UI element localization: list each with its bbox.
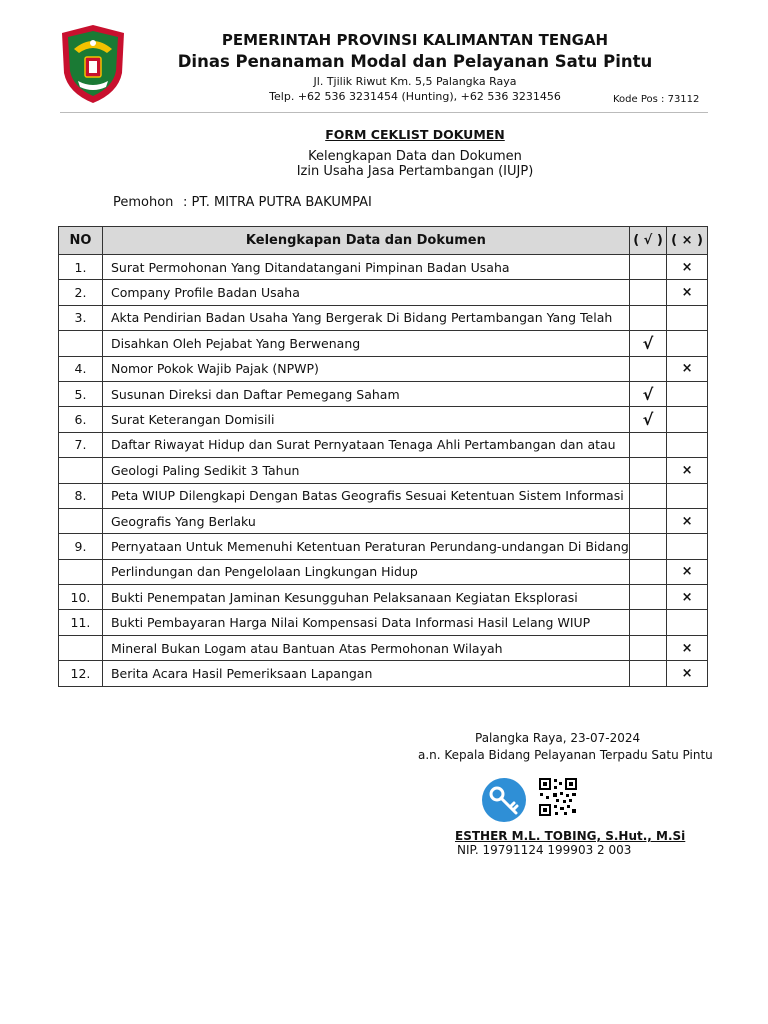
applicant-name: : PT. MITRA PUTRA BAKUMPAI <box>183 195 372 210</box>
row-cross-mark: × <box>667 508 708 533</box>
table-row <box>59 661 708 686</box>
table-row <box>59 635 708 660</box>
signatory-name: ESTHER M.L. TOBING, S.Hut., M.Si <box>455 829 686 843</box>
row-cross-mark <box>667 610 708 635</box>
row-cross-mark <box>667 381 708 406</box>
header-divider <box>60 112 708 113</box>
table-row <box>59 483 708 508</box>
row-check-mark: √ <box>629 381 666 406</box>
checklist-table <box>58 226 708 687</box>
table-row <box>59 432 708 457</box>
row-cross-mark <box>667 331 708 356</box>
header-address: Jl. Tjilik Riwut Km. 5,5 Palangka Raya <box>313 75 517 88</box>
row-document-name: Daftar Riwayat Hidup dan Surat Pernyataan Tenaga Ahli Pertambangan dan atau <box>102 432 629 457</box>
table-row <box>59 407 708 432</box>
header-no: NO <box>59 227 103 255</box>
header-cross: ( × ) <box>667 227 708 255</box>
row-cross-mark: × <box>667 585 708 610</box>
table-row <box>59 610 708 635</box>
row-check-mark <box>629 585 666 610</box>
row-check-mark <box>629 483 666 508</box>
row-cross-mark <box>667 407 708 432</box>
table-row <box>59 381 708 406</box>
row-number: 4. <box>59 356 103 381</box>
row-document-name: Berita Acara Hasil Pemeriksaan Lapangan <box>102 661 629 686</box>
row-cross-mark <box>667 305 708 330</box>
form-permit-type: Izin Usaha Jasa Pertambangan (IUJP) <box>296 164 534 179</box>
row-cross-mark: × <box>667 255 708 280</box>
row-document-name: Geografis Yang Berlaku <box>102 508 629 533</box>
row-number: 9. <box>59 534 103 559</box>
row-check-mark <box>629 610 666 635</box>
row-cross-mark: × <box>667 661 708 686</box>
table-row <box>59 331 708 356</box>
row-check-mark <box>629 635 666 660</box>
row-document-name: Susunan Direksi dan Daftar Pemegang Saham <box>102 381 629 406</box>
row-document-name: Pernyataan Untuk Memenuhi Ketentuan Peraturan Perundang-undangan Di Bidang <box>102 534 629 559</box>
header-phone: Telp. +62 536 3231454 (Hunting), +62 536 3231456 <box>269 90 561 103</box>
row-check-mark <box>629 508 666 533</box>
row-number: 3. <box>59 305 103 330</box>
row-check-mark <box>629 305 666 330</box>
row-cross-mark <box>667 432 708 457</box>
row-cross-mark: × <box>667 356 708 381</box>
key-seal-icon <box>480 777 528 823</box>
row-check-mark <box>629 356 666 381</box>
table-row <box>59 280 708 305</box>
header-government: PEMERINTAH PROVINSI KALIMANTAN TENGAH <box>221 31 609 49</box>
row-number: 10. <box>59 585 103 610</box>
row-cross-mark: × <box>667 635 708 660</box>
row-number: 1. <box>59 255 103 280</box>
form-subtitle: Kelengkapan Data dan Dokumen <box>308 149 522 164</box>
row-check-mark: √ <box>629 331 666 356</box>
row-cross-mark <box>667 483 708 508</box>
row-cross-mark: × <box>667 280 708 305</box>
row-number: 6. <box>59 407 103 432</box>
row-cross-mark <box>667 534 708 559</box>
table-row <box>59 305 708 330</box>
row-number: 8. <box>59 483 103 508</box>
row-document-name: Disahkan Oleh Pejabat Yang Berwenang <box>102 331 629 356</box>
row-check-mark: √ <box>629 407 666 432</box>
table-row <box>59 356 708 381</box>
qr-code-icon <box>538 777 578 817</box>
header-agency: Dinas Penanaman Modal dan Pelayanan Satu Pintu <box>177 52 653 71</box>
on-behalf-of: a.n. Kepala Bidang Pelayanan Terpadu Satu Pintu <box>418 748 713 762</box>
provincial-emblem-logo <box>58 23 128 105</box>
applicant-line <box>113 195 372 210</box>
row-number: 7. <box>59 432 103 457</box>
row-check-mark <box>629 661 666 686</box>
row-number: 5. <box>59 381 103 406</box>
row-number <box>59 559 103 584</box>
row-check-mark <box>629 280 666 305</box>
place-date: Palangka Raya, 23-07-2024 <box>475 731 641 745</box>
row-document-name: Geologi Paling Sedikit 3 Tahun <box>102 458 629 483</box>
row-document-name: Akta Pendirian Badan Usaha Yang Bergerak Di Bidang Pertambangan Yang Telah <box>102 305 629 330</box>
row-document-name: Bukti Pembayaran Harga Nilai Kompensasi Data Informasi Hasil Lelang WIUP <box>102 610 629 635</box>
row-number <box>59 458 103 483</box>
row-check-mark <box>629 255 666 280</box>
row-document-name: Mineral Bukan Logam atau Bantuan Atas Permohonan Wilayah <box>102 635 629 660</box>
row-cross-mark: × <box>667 458 708 483</box>
row-document-name: Surat Keterangan Domisili <box>102 407 629 432</box>
row-check-mark <box>629 559 666 584</box>
row-document-name: Peta WIUP Dilengkapi Dengan Batas Geografis Sesuai Ketentuan Sistem Informasi <box>102 483 629 508</box>
row-number: 11. <box>59 610 103 635</box>
row-cross-mark: × <box>667 559 708 584</box>
row-document-name: Surat Permohonan Yang Ditandatangani Pimpinan Badan Usaha <box>102 255 629 280</box>
postal-code: Kode Pos : 73112 <box>613 94 700 105</box>
row-check-mark <box>629 534 666 559</box>
row-document-name: Company Profile Badan Usaha <box>102 280 629 305</box>
row-check-mark <box>629 458 666 483</box>
table-row <box>59 458 708 483</box>
row-number <box>59 331 103 356</box>
form-title: FORM CEKLIST DOKUMEN <box>325 127 505 142</box>
table-row <box>59 255 708 280</box>
row-document-name: Nomor Pokok Wajib Pajak (NPWP) <box>102 356 629 381</box>
row-number <box>59 635 103 660</box>
table-row <box>59 559 708 584</box>
table-header-row <box>59 227 708 255</box>
header-document: Kelengkapan Data dan Dokumen <box>102 227 629 255</box>
table-row <box>59 508 708 533</box>
header-check: ( √ ) <box>629 227 666 255</box>
row-number: 12. <box>59 661 103 686</box>
row-document-name: Bukti Penempatan Jaminan Kesungguhan Pelaksanaan Kegiatan Eksplorasi <box>102 585 629 610</box>
row-number <box>59 508 103 533</box>
row-document-name: Perlindungan dan Pengelolaan Lingkungan Hidup <box>102 559 629 584</box>
signatory-nip: NIP. 19791124 199903 2 003 <box>457 843 632 857</box>
row-check-mark <box>629 432 666 457</box>
applicant-label: Pemohon <box>113 195 174 210</box>
table-row <box>59 585 708 610</box>
row-number: 2. <box>59 280 103 305</box>
table-row <box>59 534 708 559</box>
